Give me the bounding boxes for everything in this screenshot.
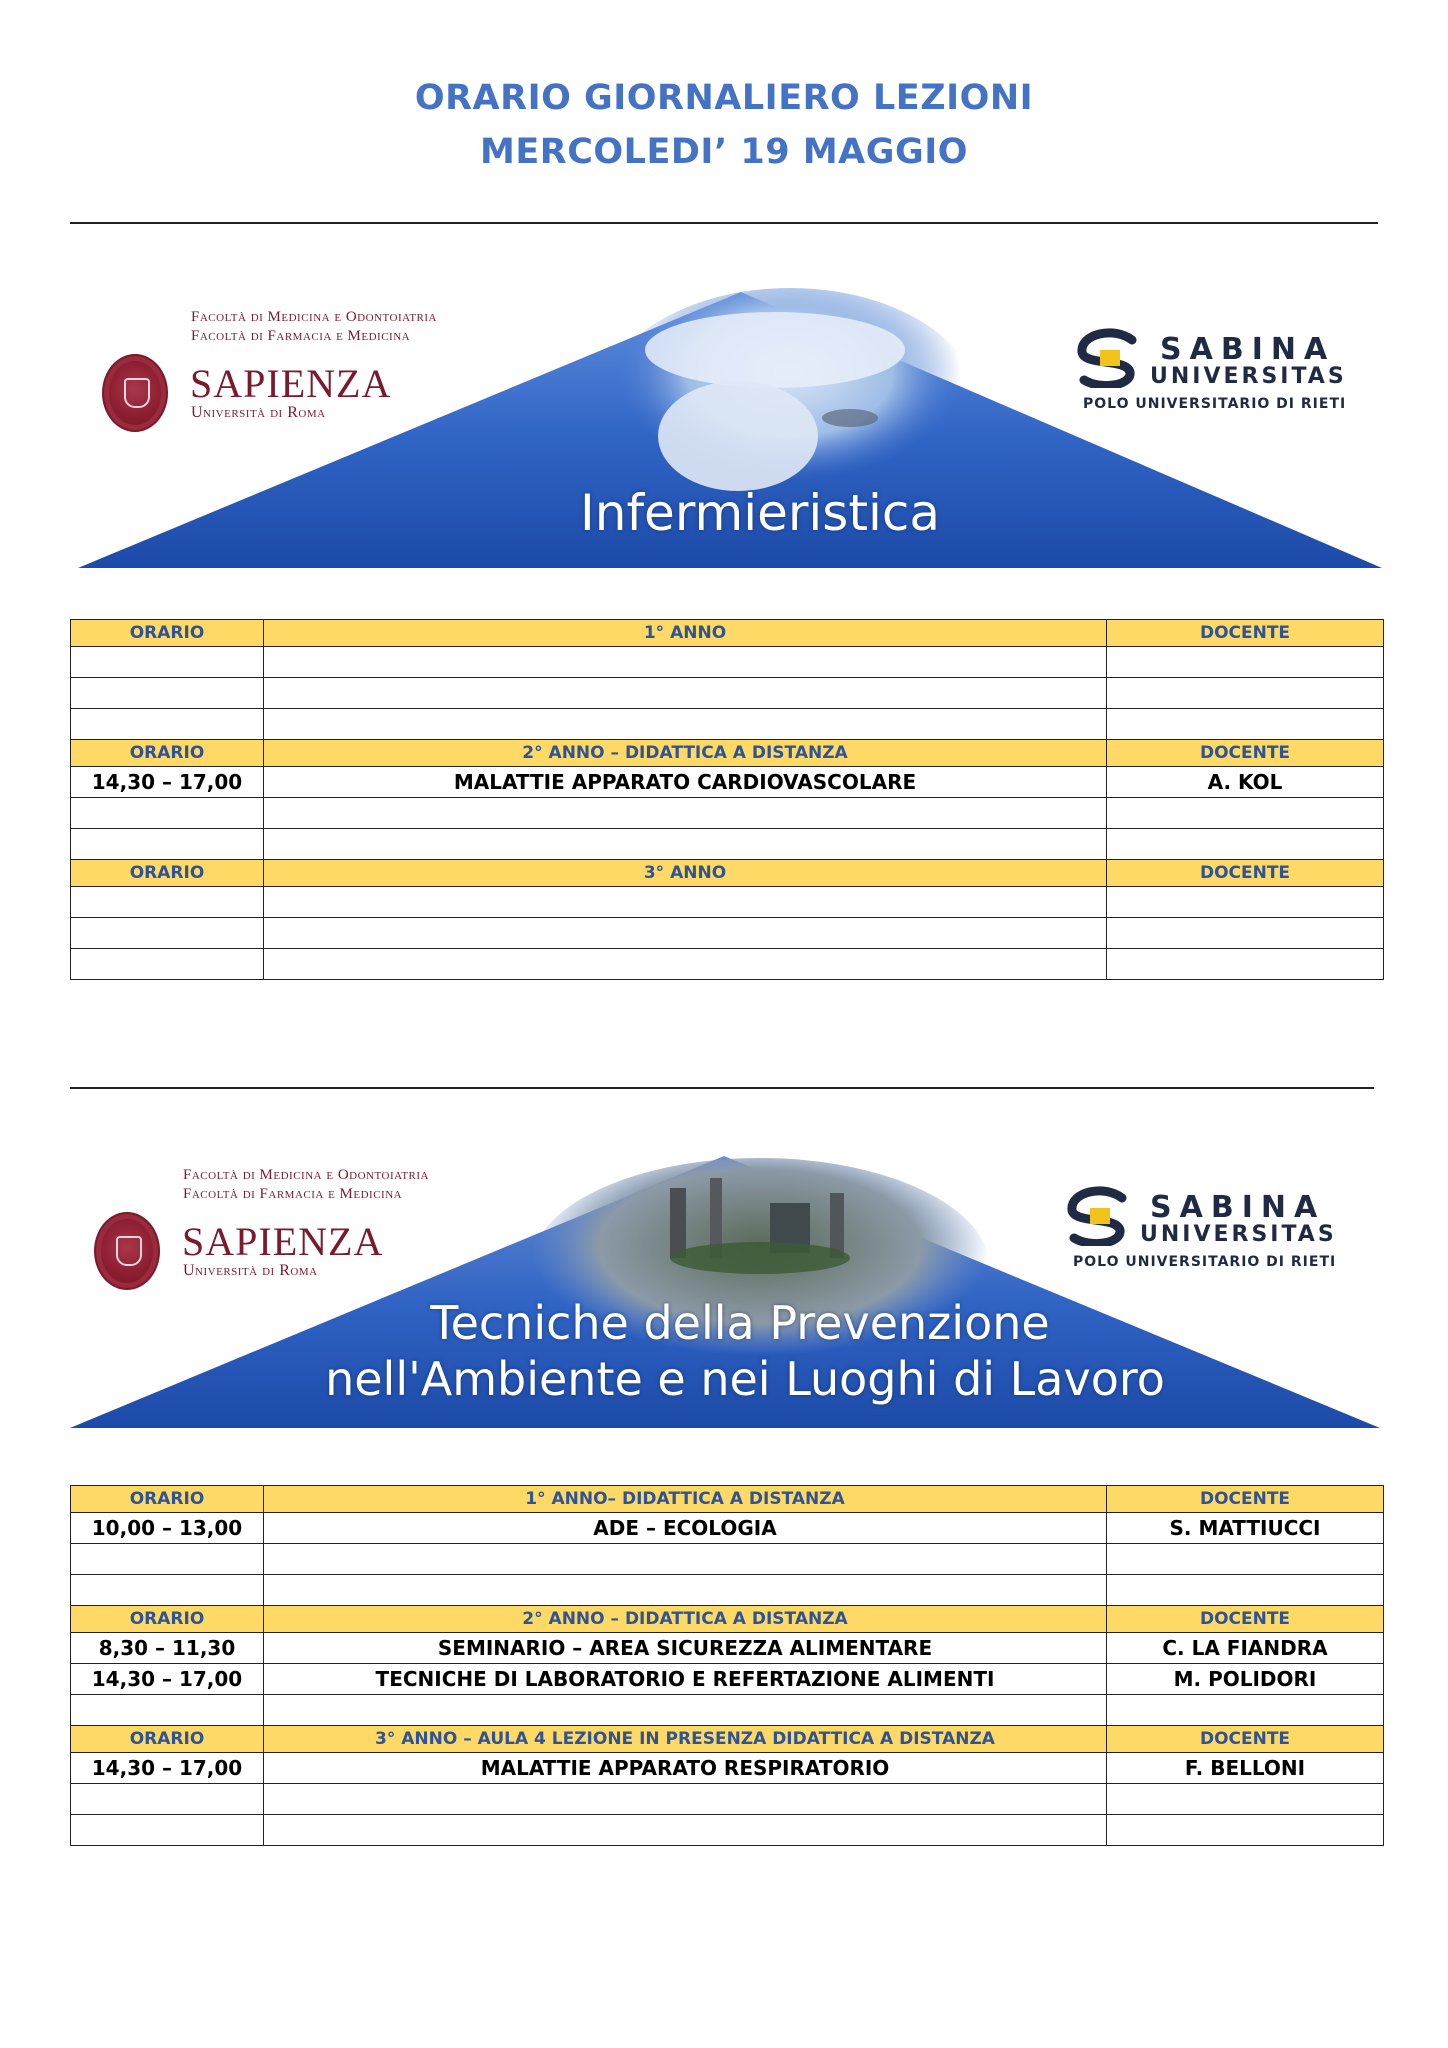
sapienza-seal-icon [94, 1212, 160, 1290]
cell-materia: MALATTIE APPARATO CARDIOVASCOLARE [264, 767, 1107, 798]
cell-docente: C. LA FIANDRA [1107, 1633, 1384, 1664]
sabina-name: SABINA [1150, 1190, 1326, 1225]
sapienza-logo-text: SAPIENZA [190, 361, 392, 406]
cell-docente [1107, 1544, 1384, 1575]
cell-docente [1107, 829, 1384, 860]
sabina-polo: POLO UNIVERSITARIO DI RIETI [1083, 396, 1347, 412]
header-orario: ORARIO [71, 860, 264, 887]
cell-materia: ADE – ECOLOGIA [264, 1513, 1107, 1544]
sapienza-seal-icon [102, 354, 168, 432]
sabina-universitas: UNIVERSITAS [1140, 1222, 1337, 1247]
cell-docente: F. BELLONI [1107, 1753, 1384, 1784]
table-row [71, 1695, 1384, 1726]
banner-title-line-1: Tecniche della Prevenzione [430, 1296, 1050, 1350]
cell-orario: 10,00 – 13,00 [71, 1513, 264, 1544]
cell-materia: MALATTIE APPARATO RESPIRATORIO [264, 1753, 1107, 1784]
cell-docente [1107, 887, 1384, 918]
schedule-table-infermieristica [70, 619, 1384, 980]
cell-materia: TECNICHE DI LABORATORIO E REFERTAZIONE ALIMENTI [264, 1664, 1107, 1695]
cell-materia [264, 1544, 1107, 1575]
faculty-line-2: Facoltà di Farmacia e Medicina [183, 1186, 403, 1202]
separator-line [70, 1087, 1374, 1089]
table-row [71, 647, 1384, 678]
sabina-logo-icon [1074, 328, 1144, 388]
cell-docente [1107, 678, 1384, 709]
cell-materia [264, 1695, 1107, 1726]
table-row [71, 678, 1384, 709]
table-row [71, 1575, 1384, 1606]
table-header-row [71, 740, 1384, 767]
cell-materia [264, 829, 1107, 860]
cell-orario: 14,30 – 17,00 [71, 1753, 264, 1784]
header-orario: ORARIO [71, 620, 264, 647]
cell-materia [264, 949, 1107, 980]
cell-orario: 14,30 – 17,00 [71, 767, 264, 798]
cell-materia [264, 647, 1107, 678]
table-row [71, 767, 1384, 798]
cell-orario [71, 709, 264, 740]
table-row [71, 887, 1384, 918]
header-orario: ORARIO [71, 1606, 264, 1633]
cell-orario [71, 887, 264, 918]
faculty-line-1: Facoltà di Medicina e Odontoiatria [183, 1167, 429, 1183]
cell-materia: SEMINARIO – AREA SICUREZZA ALIMENTARE [264, 1633, 1107, 1664]
cell-orario [71, 798, 264, 829]
faculty-line-1: Facoltà di Medicina e Odontoiatria [191, 309, 437, 325]
cell-materia [264, 1815, 1107, 1846]
cell-materia [264, 1575, 1107, 1606]
table-row [71, 1784, 1384, 1815]
cell-orario [71, 1695, 264, 1726]
cell-orario: 8,30 – 11,30 [71, 1633, 264, 1664]
cell-materia [264, 798, 1107, 829]
header-materia: 3° ANNO [264, 860, 1107, 887]
header-orario: ORARIO [71, 1726, 264, 1753]
cell-orario [71, 1815, 264, 1846]
table-row [71, 1664, 1384, 1695]
sabina-logo-icon [1064, 1186, 1134, 1246]
cell-orario [71, 949, 264, 980]
cell-docente [1107, 709, 1384, 740]
cell-materia [264, 678, 1107, 709]
cell-docente [1107, 647, 1384, 678]
header-materia: 3° ANNO – AULA 4 LEZIONE IN PRESENZA DIDATTICA A DISTANZA [264, 1726, 1107, 1753]
header-materia: 2° ANNO – DIDATTICA A DISTANZA [264, 1606, 1107, 1633]
header-orario: ORARIO [71, 1486, 264, 1513]
table-row [71, 918, 1384, 949]
page-date: MERCOLEDI’ 19 MAGGIO [480, 132, 968, 172]
header-docente: DOCENTE [1107, 860, 1384, 887]
table-row [71, 829, 1384, 860]
cell-docente: A. KOL [1107, 767, 1384, 798]
header-orario: ORARIO [71, 740, 264, 767]
banner-title: Infermieristica [580, 484, 940, 542]
cell-docente [1107, 1695, 1384, 1726]
sabina-polo: POLO UNIVERSITARIO DI RIETI [1073, 1254, 1337, 1270]
sapienza-logo-text: SAPIENZA [182, 1219, 384, 1264]
cell-docente [1107, 1815, 1384, 1846]
header-docente: DOCENTE [1107, 1606, 1384, 1633]
schedule-table-tecniche-prevenzione [70, 1485, 1384, 1846]
table-row [71, 1753, 1384, 1784]
table-row [71, 1513, 1384, 1544]
cell-docente [1107, 1784, 1384, 1815]
cell-docente: S. MATTIUCCI [1107, 1513, 1384, 1544]
table-header-row [71, 620, 1384, 647]
header-docente: DOCENTE [1107, 1486, 1384, 1513]
cell-orario [71, 1575, 264, 1606]
banner-title-line-2: nell'Ambiente e nei Luoghi di Lavoro [325, 1352, 1165, 1406]
header-docente: DOCENTE [1107, 620, 1384, 647]
cell-orario [71, 829, 264, 860]
cell-docente [1107, 918, 1384, 949]
sabina-universitas: UNIVERSITAS [1150, 364, 1347, 389]
page-title: ORARIO GIORNALIERO LEZIONI [414, 78, 1034, 118]
cell-docente: M. POLIDORI [1107, 1664, 1384, 1695]
faculty-line-2: Facoltà di Farmacia e Medicina [191, 328, 411, 344]
table-row [71, 709, 1384, 740]
sapienza-subtitle: Università di Roma [183, 1262, 318, 1279]
table-row [71, 1815, 1384, 1846]
cell-orario [71, 1784, 264, 1815]
cell-orario [71, 1544, 264, 1575]
header-materia: 1° ANNO [264, 620, 1107, 647]
cell-materia [264, 887, 1107, 918]
table-header-row [71, 1606, 1384, 1633]
cell-materia [264, 918, 1107, 949]
banner-tecniche-prevenzione [70, 1148, 1390, 1448]
cell-docente [1107, 798, 1384, 829]
header-materia: 2° ANNO – DIDATTICA A DISTANZA [264, 740, 1107, 767]
cell-orario [71, 918, 264, 949]
cell-materia [264, 1784, 1107, 1815]
sapienza-subtitle: Università di Roma [191, 404, 326, 421]
cell-orario [71, 678, 264, 709]
header-docente: DOCENTE [1107, 1726, 1384, 1753]
cell-docente [1107, 1575, 1384, 1606]
table-row [71, 798, 1384, 829]
banner-infermieristica [70, 288, 1390, 588]
table-header-row [71, 1486, 1384, 1513]
header-docente: DOCENTE [1107, 740, 1384, 767]
table-row [71, 949, 1384, 980]
header-materia: 1° ANNO– DIDATTICA A DISTANZA [264, 1486, 1107, 1513]
table-header-row [71, 1726, 1384, 1753]
table-row [71, 1633, 1384, 1664]
cell-docente [1107, 949, 1384, 980]
cell-orario [71, 647, 264, 678]
separator-line [70, 222, 1378, 224]
cell-orario: 14,30 – 17,00 [71, 1664, 264, 1695]
sabina-name: SABINA [1160, 332, 1336, 367]
table-row [71, 1544, 1384, 1575]
cell-materia [264, 709, 1107, 740]
table-header-row [71, 860, 1384, 887]
